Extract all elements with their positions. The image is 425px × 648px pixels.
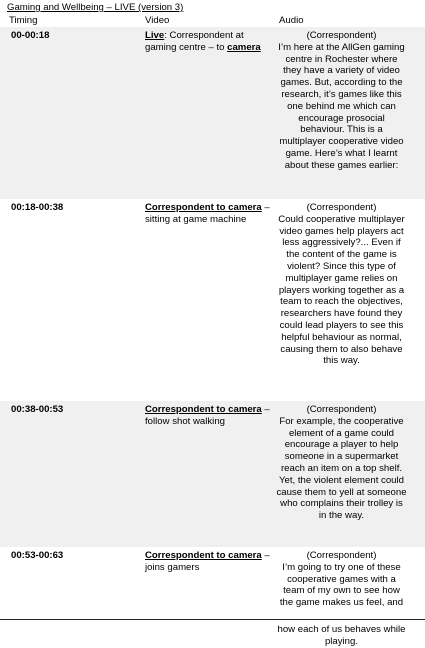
video-shot-label: Correspondent to camera [145,550,262,561]
timing-cell: 00:18-00:38 [11,202,64,213]
table-row [0,199,425,401]
table-header [0,15,425,27]
audio-cell: (Correspondent) For example, the cooperative element of a game could encourage a player to help someone in a supermarket reach an item on a top shelf. Yet, the violent element could cause them to yell at someone who complains their trolley is in the way. [276,404,407,522]
timing-cell: 00-00:18 [11,30,50,41]
video-cell [145,202,273,226]
audio-cell: (Correspondent) I’m here at the AllGen gaming centre in Rochester where they have a variety of video games. But, according to the research, it’s games like this one behind me which can encourage prosocial behaviour. This is a multiplayer cooperative video game. Here’s what I learnt about these games earlier: [278,30,405,171]
audio-column-header: Audio [279,15,304,26]
table-row-continued [0,622,425,648]
video-cell [145,404,273,428]
video-column-header: Video [145,15,170,26]
table-row [0,547,425,619]
video-shot-description: – joins gamers [145,550,270,573]
video-shot-label: Correspondent to camera [145,404,262,415]
video-shot-label-camera: camera [227,41,261,53]
video-cell [145,30,273,54]
timing-cell: 00:53-00:63 [11,550,64,561]
audio-cell-continued: how each of us behaves while playing. [277,624,406,647]
video-shot-label: Correspondent to camera [145,202,262,213]
video-shot-description: – sitting at game machine [145,202,270,225]
timing-cell: 00:38-00:53 [11,404,64,415]
audio-cell: (Correspondent) Could cooperative multiplayer video games help players act less aggressively?... Even if the content of the game is violent? Since this type of multiplayer game relies on players working together as a team to reach the objectives, researchers have found they could lead players to see this helpful behaviour as normal, causing them to also behave this way. [278,202,405,367]
table-row [0,27,425,199]
video-cell [145,550,273,574]
page-break-divider [0,619,425,620]
video-shot-description: : Correspondent at gaming centre – to [145,30,244,53]
timing-column-header: Timing [9,15,38,26]
video-shot-description: – follow shot walking [145,404,270,427]
document-title: Gaming and Wellbeing – LIVE (version 3) [7,2,184,13]
audio-cell: (Correspondent) I’m going to try one of these cooperative games with a team of my own to see how the game makes us feel, and [279,550,404,609]
table-row [0,401,425,547]
video-shot-label: Live [145,30,165,41]
